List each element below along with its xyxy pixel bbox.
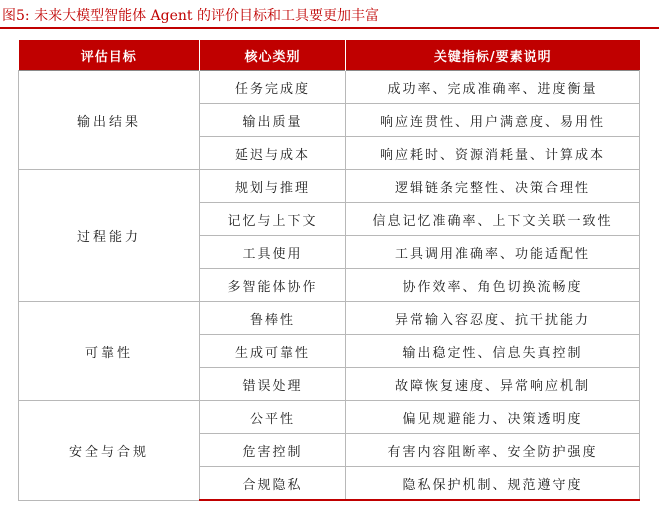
metrics-cell: 响应耗时、资源消耗量、计算成本 xyxy=(346,137,640,170)
metrics-cell: 偏见规避能力、决策透明度 xyxy=(346,401,640,434)
category-cell: 危害控制 xyxy=(200,434,346,467)
goal-cell-process: 过程能力 xyxy=(19,170,200,302)
evaluation-table xyxy=(18,40,640,501)
category-cell: 合规隐私 xyxy=(200,467,346,501)
category-cell: 延迟与成本 xyxy=(200,137,346,170)
category-cell: 规划与推理 xyxy=(200,170,346,203)
metrics-cell: 响应连贯性、用户满意度、易用性 xyxy=(346,104,640,137)
metrics-cell: 有害内容阻断率、安全防护强度 xyxy=(346,434,640,467)
header-metrics: 关键指标/要素说明 xyxy=(346,40,640,71)
metrics-cell: 协作效率、角色切换流畅度 xyxy=(346,269,640,302)
title-divider xyxy=(0,27,659,29)
goal-cell-output: 输出结果 xyxy=(19,71,200,170)
figure-title: 图5: 未来大模型智能体 Agent 的评价目标和工具要更加丰富 xyxy=(2,8,379,24)
category-cell: 鲁棒性 xyxy=(200,302,346,335)
table-row xyxy=(19,302,640,335)
metrics-cell: 故障恢复速度、异常响应机制 xyxy=(346,368,640,401)
metrics-cell: 工具调用准确率、功能适配性 xyxy=(346,236,640,269)
metrics-cell: 隐私保护机制、规范遵守度 xyxy=(346,467,640,501)
category-cell: 生成可靠性 xyxy=(200,335,346,368)
category-cell: 工具使用 xyxy=(200,236,346,269)
metrics-cell: 异常输入容忍度、抗干扰能力 xyxy=(346,302,640,335)
table-row xyxy=(19,71,640,104)
table-row xyxy=(19,401,640,434)
category-cell: 多智能体协作 xyxy=(200,269,346,302)
header-goal: 评估目标 xyxy=(19,40,200,71)
goal-cell-reliability: 可靠性 xyxy=(19,302,200,401)
category-cell: 记忆与上下文 xyxy=(200,203,346,236)
table-header-row xyxy=(19,40,640,71)
table-row xyxy=(19,170,640,203)
metrics-cell: 信息记忆准确率、上下文关联一致性 xyxy=(346,203,640,236)
metrics-cell: 输出稳定性、信息失真控制 xyxy=(346,335,640,368)
category-cell: 错误处理 xyxy=(200,368,346,401)
category-cell: 公平性 xyxy=(200,401,346,434)
header-category: 核心类别 xyxy=(200,40,346,71)
category-cell: 任务完成度 xyxy=(200,71,346,104)
category-cell: 输出质量 xyxy=(200,104,346,137)
metrics-cell: 逻辑链条完整性、决策合理性 xyxy=(346,170,640,203)
goal-cell-safety: 安全与合规 xyxy=(19,401,200,501)
metrics-cell: 成功率、完成准确率、进度衡量 xyxy=(346,71,640,104)
